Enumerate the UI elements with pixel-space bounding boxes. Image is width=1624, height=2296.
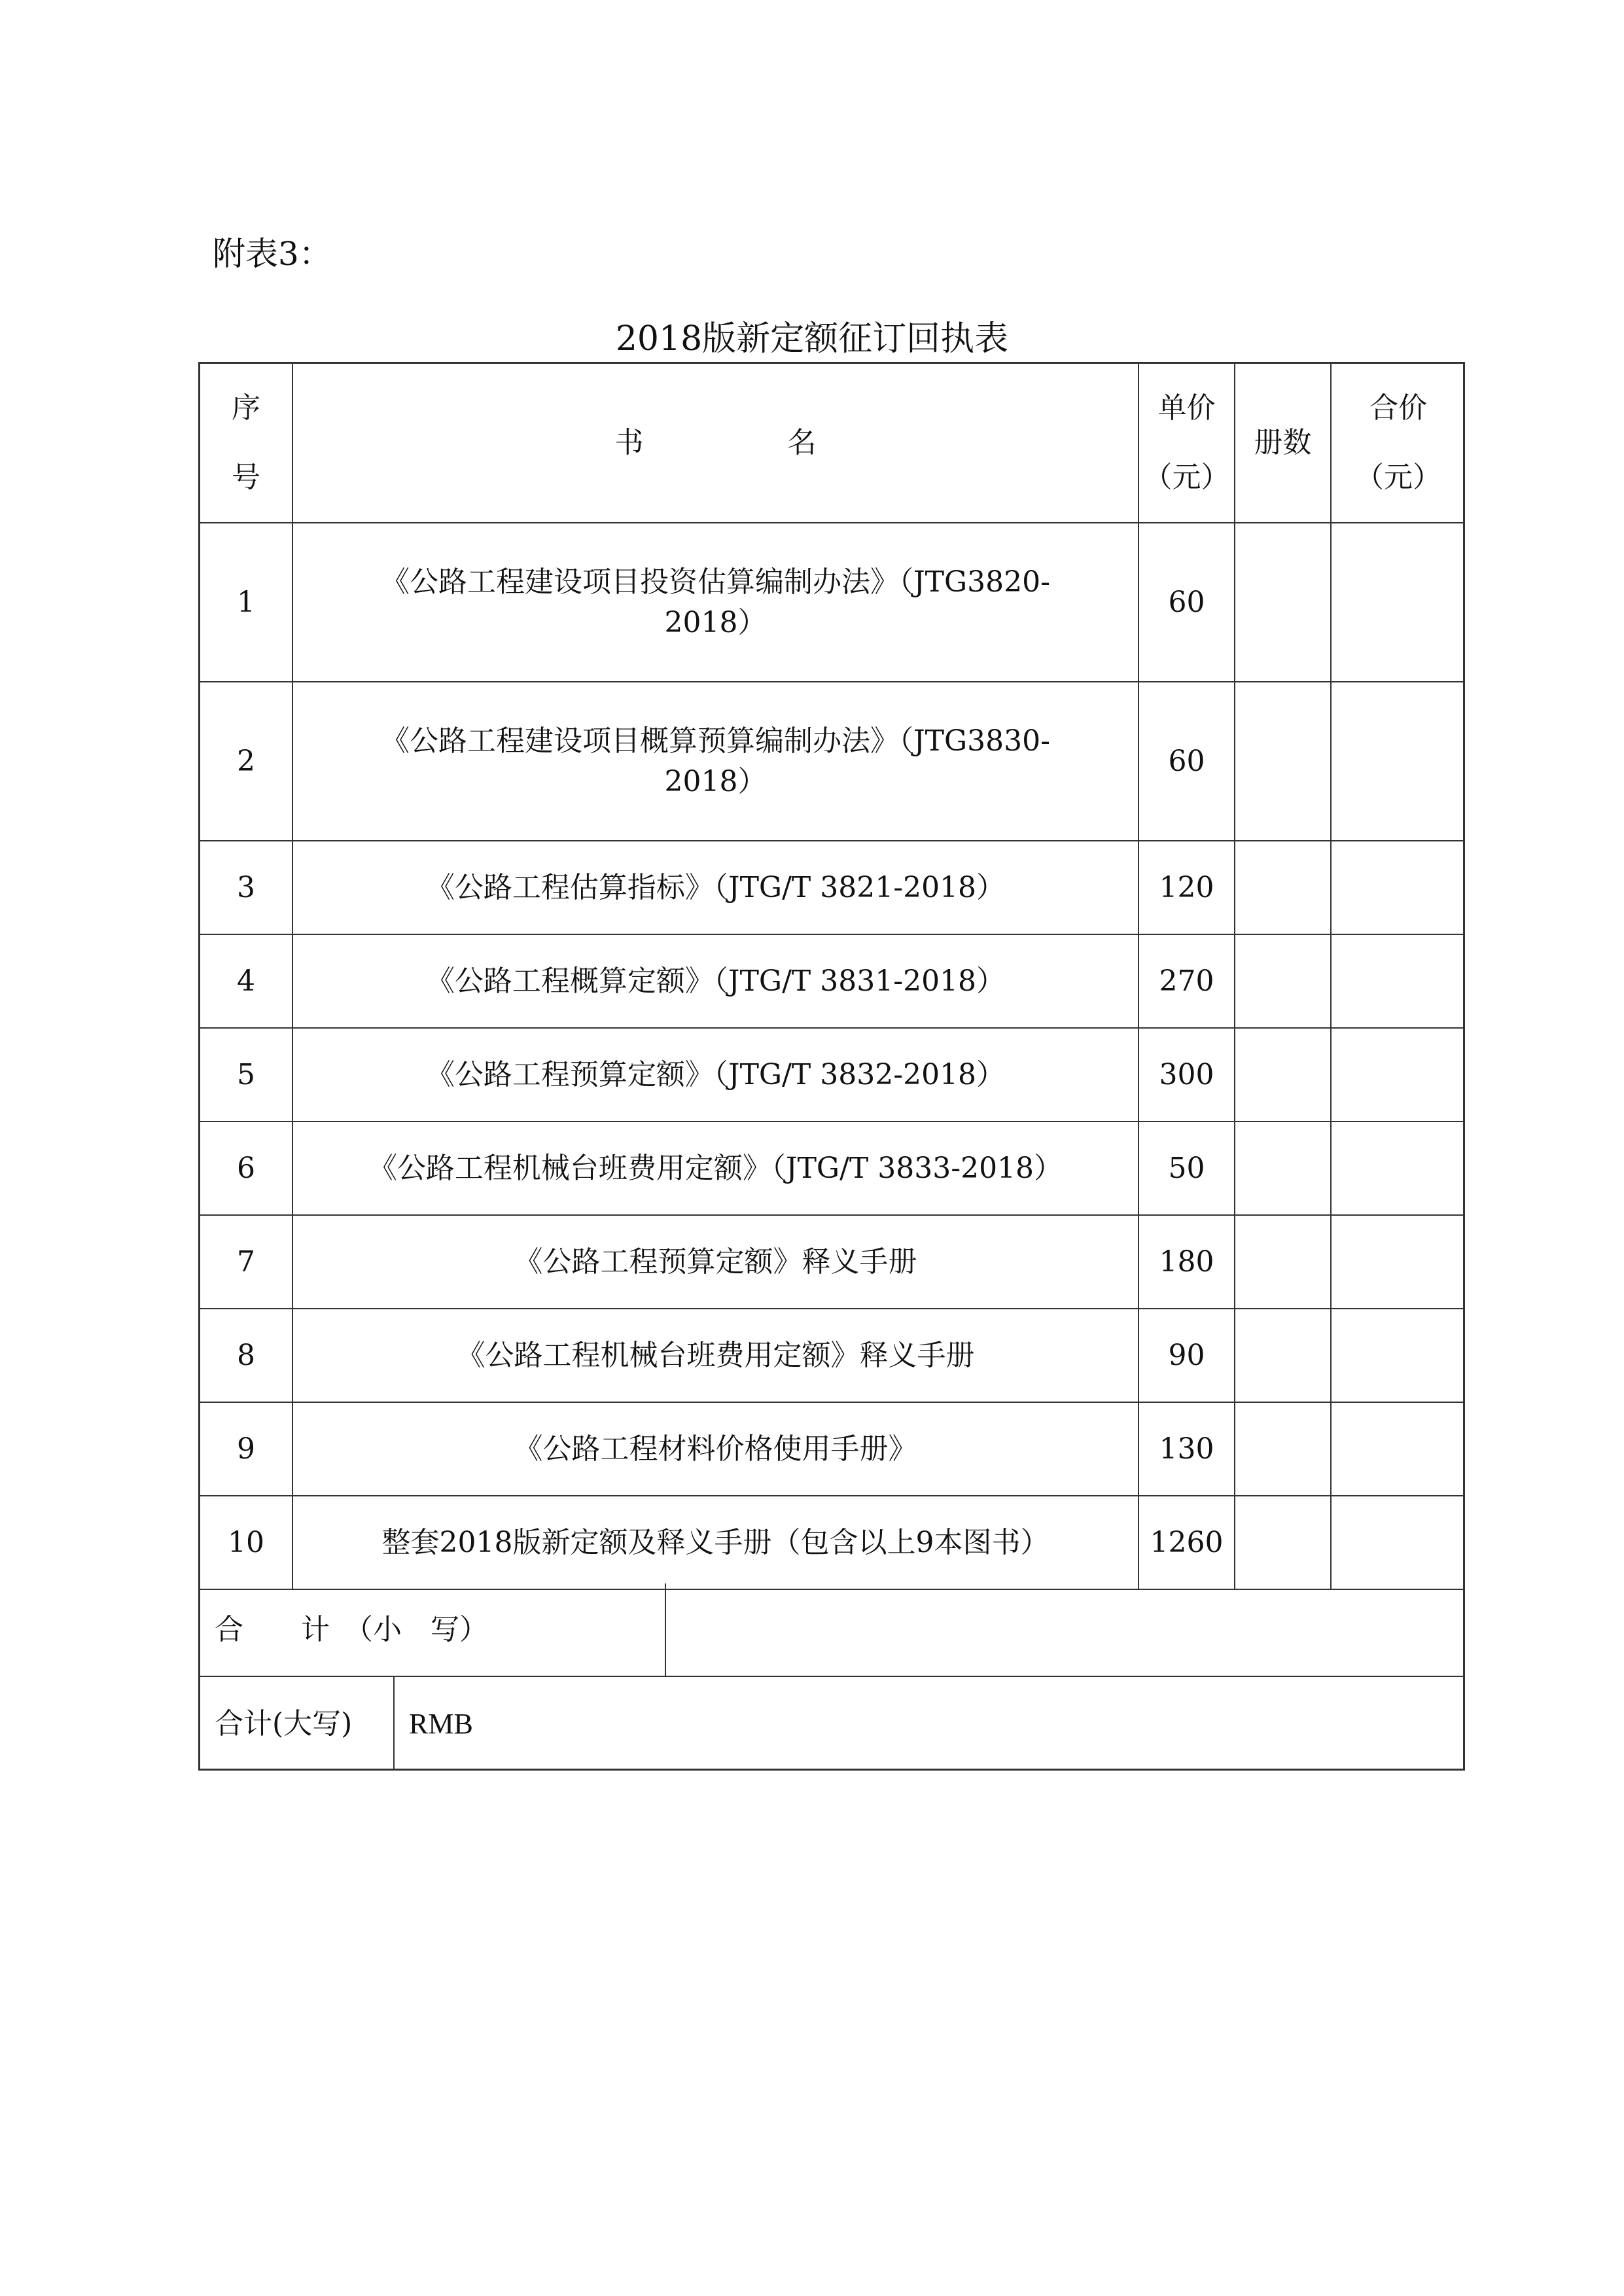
price-value: 120 bbox=[1159, 870, 1214, 904]
seq-value: 2 bbox=[237, 744, 255, 778]
row-4-price-cell bbox=[1139, 935, 1235, 1029]
book-name-line: 《公路工程机械台班费用定额》释义手册 bbox=[456, 1338, 975, 1372]
row-9-name-cell bbox=[293, 1403, 1139, 1496]
row-2-total-cell[interactable] bbox=[1332, 682, 1465, 841]
seq-value: 8 bbox=[237, 1338, 255, 1372]
row-4-seq-cell bbox=[200, 935, 293, 1029]
page-title: 2018版新定额征订回执表 bbox=[615, 319, 1009, 359]
row-7-total-cell[interactable] bbox=[1332, 1216, 1465, 1309]
row-2-price-cell bbox=[1139, 682, 1235, 841]
row-6-name-cell bbox=[293, 1122, 1139, 1216]
row-5-total-cell[interactable] bbox=[1332, 1029, 1465, 1122]
total-lowercase-label: 合 计 （小 写） bbox=[200, 1583, 666, 1677]
row-2-name-cell bbox=[293, 682, 1139, 841]
book-name-line: 《公路工程预算定额》（JTG/T 3832-2018） bbox=[425, 1057, 1006, 1091]
price-value: 130 bbox=[1159, 1432, 1214, 1466]
row-10-name-cell bbox=[293, 1496, 1139, 1590]
row-2-qty-cell[interactable] bbox=[1235, 682, 1332, 841]
price-value: 90 bbox=[1168, 1338, 1205, 1372]
row-8-total-cell[interactable] bbox=[1332, 1309, 1465, 1403]
price-value: 300 bbox=[1159, 1057, 1214, 1091]
header-seq: 序 号 bbox=[200, 364, 293, 523]
row-3-price-cell bbox=[1139, 841, 1235, 935]
row-10-price-cell bbox=[1139, 1496, 1235, 1590]
row-1-qty-cell[interactable] bbox=[1235, 523, 1332, 682]
row-7-seq-cell bbox=[200, 1216, 293, 1309]
total-uppercase-value[interactable]: RMB bbox=[409, 1707, 473, 1740]
price-value: 1260 bbox=[1150, 1525, 1224, 1559]
row-6-qty-cell[interactable] bbox=[1235, 1122, 1332, 1216]
book-name-line: 《公路工程概算定额》（JTG/T 3831-2018） bbox=[425, 964, 1006, 998]
row-8-name-cell bbox=[293, 1309, 1139, 1403]
row-10-qty-cell[interactable] bbox=[1235, 1496, 1332, 1590]
price-value: 50 bbox=[1168, 1151, 1205, 1185]
row-5-price-cell bbox=[1139, 1029, 1235, 1122]
total-lowercase-value[interactable] bbox=[666, 1583, 1465, 1677]
seq-value: 9 bbox=[237, 1432, 255, 1466]
row-3-name-cell bbox=[293, 841, 1139, 935]
row-9-total-cell[interactable] bbox=[1332, 1403, 1465, 1496]
row-4-name-cell bbox=[293, 935, 1139, 1029]
row-3-total-cell[interactable] bbox=[1332, 841, 1465, 935]
price-value: 60 bbox=[1168, 585, 1205, 619]
book-name-line: 《公路工程建设项目投资估算编制办法》（JTG3820- bbox=[381, 565, 1050, 599]
row-8-price-cell bbox=[1139, 1309, 1235, 1403]
row-1-name-cell bbox=[293, 523, 1139, 682]
row-7-name-cell bbox=[293, 1216, 1139, 1309]
header-book-name: 书 名 bbox=[293, 364, 1139, 523]
row-3-seq-cell bbox=[200, 841, 293, 935]
seq-value: 1 bbox=[237, 585, 255, 619]
seq-value: 4 bbox=[237, 964, 255, 998]
row-3-qty-cell[interactable] bbox=[1235, 841, 1332, 935]
book-name-line: 《公路工程建设项目概算预算编制办法》（JTG3830- bbox=[381, 724, 1050, 758]
total-uppercase-label: 合计(大写) bbox=[200, 1677, 395, 1771]
row-5-name-cell bbox=[293, 1029, 1139, 1122]
row-8-seq-cell bbox=[200, 1309, 293, 1403]
price-value: 60 bbox=[1168, 744, 1205, 778]
book-name-line: 2018） bbox=[664, 605, 767, 639]
book-name-line: 《公路工程材料价格使用手册》 bbox=[514, 1432, 917, 1466]
row-1-price-cell bbox=[1139, 523, 1235, 682]
row-1-seq-cell bbox=[200, 523, 293, 682]
order-form-table bbox=[198, 362, 1465, 1771]
book-name-line: 《公路工程估算指标》（JTG/T 3821-2018） bbox=[425, 870, 1006, 904]
book-name-line: 《公路工程机械台班费用定额》（JTG/T 3833-2018） bbox=[368, 1151, 1063, 1185]
seq-value: 3 bbox=[237, 870, 255, 904]
book-name-line: 《公路工程预算定额》释义手册 bbox=[514, 1245, 917, 1279]
row-2-seq-cell bbox=[200, 682, 293, 841]
header-total: 合价 （元） bbox=[1332, 364, 1465, 523]
book-name-line: 整套2018版新定额及释义手册（包含以上9本图书） bbox=[381, 1525, 1050, 1559]
header-unit-price: 单价 （元） bbox=[1139, 364, 1235, 523]
price-value: 270 bbox=[1159, 964, 1214, 998]
row-7-qty-cell[interactable] bbox=[1235, 1216, 1332, 1309]
row-4-total-cell[interactable] bbox=[1332, 935, 1465, 1029]
book-name-line: 2018） bbox=[664, 764, 767, 798]
row-8-qty-cell[interactable] bbox=[1235, 1309, 1332, 1403]
row-5-qty-cell[interactable] bbox=[1235, 1029, 1332, 1122]
row-9-seq-cell bbox=[200, 1403, 293, 1496]
row-6-total-cell[interactable] bbox=[1332, 1122, 1465, 1216]
row-9-qty-cell[interactable] bbox=[1235, 1403, 1332, 1496]
row-5-seq-cell bbox=[200, 1029, 293, 1122]
appendix-label: 附表3： bbox=[213, 235, 332, 273]
row-1-total-cell[interactable] bbox=[1332, 523, 1465, 682]
seq-value: 5 bbox=[237, 1057, 255, 1091]
seq-value: 10 bbox=[228, 1525, 264, 1559]
row-10-seq-cell bbox=[200, 1496, 293, 1590]
seq-value: 7 bbox=[237, 1245, 255, 1279]
price-value: 180 bbox=[1159, 1245, 1214, 1279]
row-9-price-cell bbox=[1139, 1403, 1235, 1496]
row-6-seq-cell bbox=[200, 1122, 293, 1216]
row-6-price-cell bbox=[1139, 1122, 1235, 1216]
row-10-total-cell[interactable] bbox=[1332, 1496, 1465, 1590]
row-4-qty-cell[interactable] bbox=[1235, 935, 1332, 1029]
seq-value: 6 bbox=[237, 1151, 255, 1185]
header-quantity: 册数 bbox=[1235, 364, 1332, 523]
row-7-price-cell bbox=[1139, 1216, 1235, 1309]
